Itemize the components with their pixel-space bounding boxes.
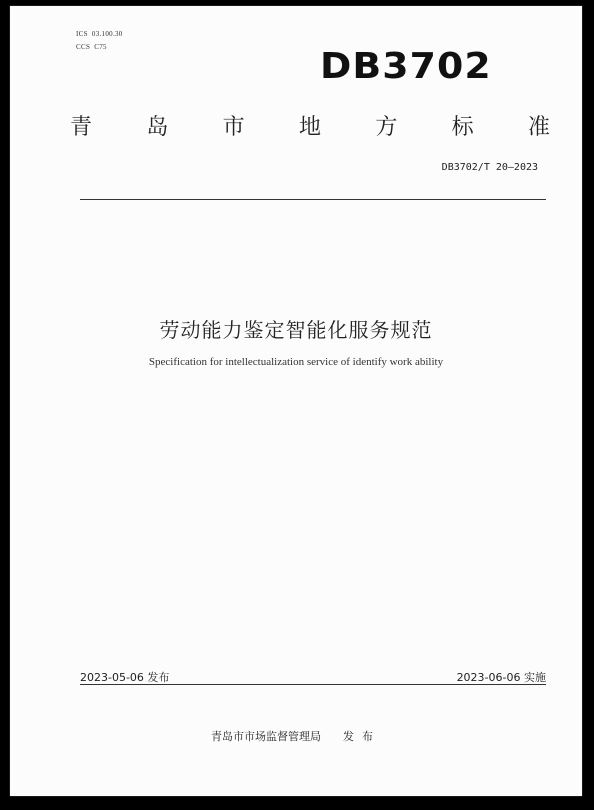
- standard-cover-page: [10, 6, 582, 796]
- standard-type-char: 岛: [146, 115, 169, 140]
- standard-type-char: 准: [527, 115, 550, 140]
- ics-code: ICS 03.100.30: [76, 30, 123, 38]
- top-divider: [80, 199, 546, 200]
- issuer-line: [10, 728, 582, 744]
- standard-type-char: 标: [451, 115, 474, 140]
- issuer-name: 青岛市市场监督管理局: [211, 730, 321, 743]
- standard-type-char: 方: [375, 115, 398, 140]
- implement-date: 2023-06-06 实施: [456, 671, 546, 684]
- issuer-verb: 发布: [343, 730, 381, 743]
- chinese-title: 劳动能力鉴定智能化服务规范: [159, 318, 433, 342]
- standard-type-char: 青: [70, 115, 93, 140]
- standard-number: DB3702/T 20—2023: [441, 162, 538, 173]
- standard-type-title: [70, 110, 550, 141]
- bottom-divider: [80, 684, 546, 685]
- issue-date: 2023-05-06 发布: [80, 671, 170, 684]
- db-code: DB3702: [320, 46, 492, 87]
- standard-type-char: 地: [298, 115, 321, 140]
- ccs-code: CCS C75: [76, 43, 107, 51]
- english-title: Specification for intellectualization service of identify work ability: [148, 356, 444, 368]
- standard-type-char: 市: [222, 115, 245, 140]
